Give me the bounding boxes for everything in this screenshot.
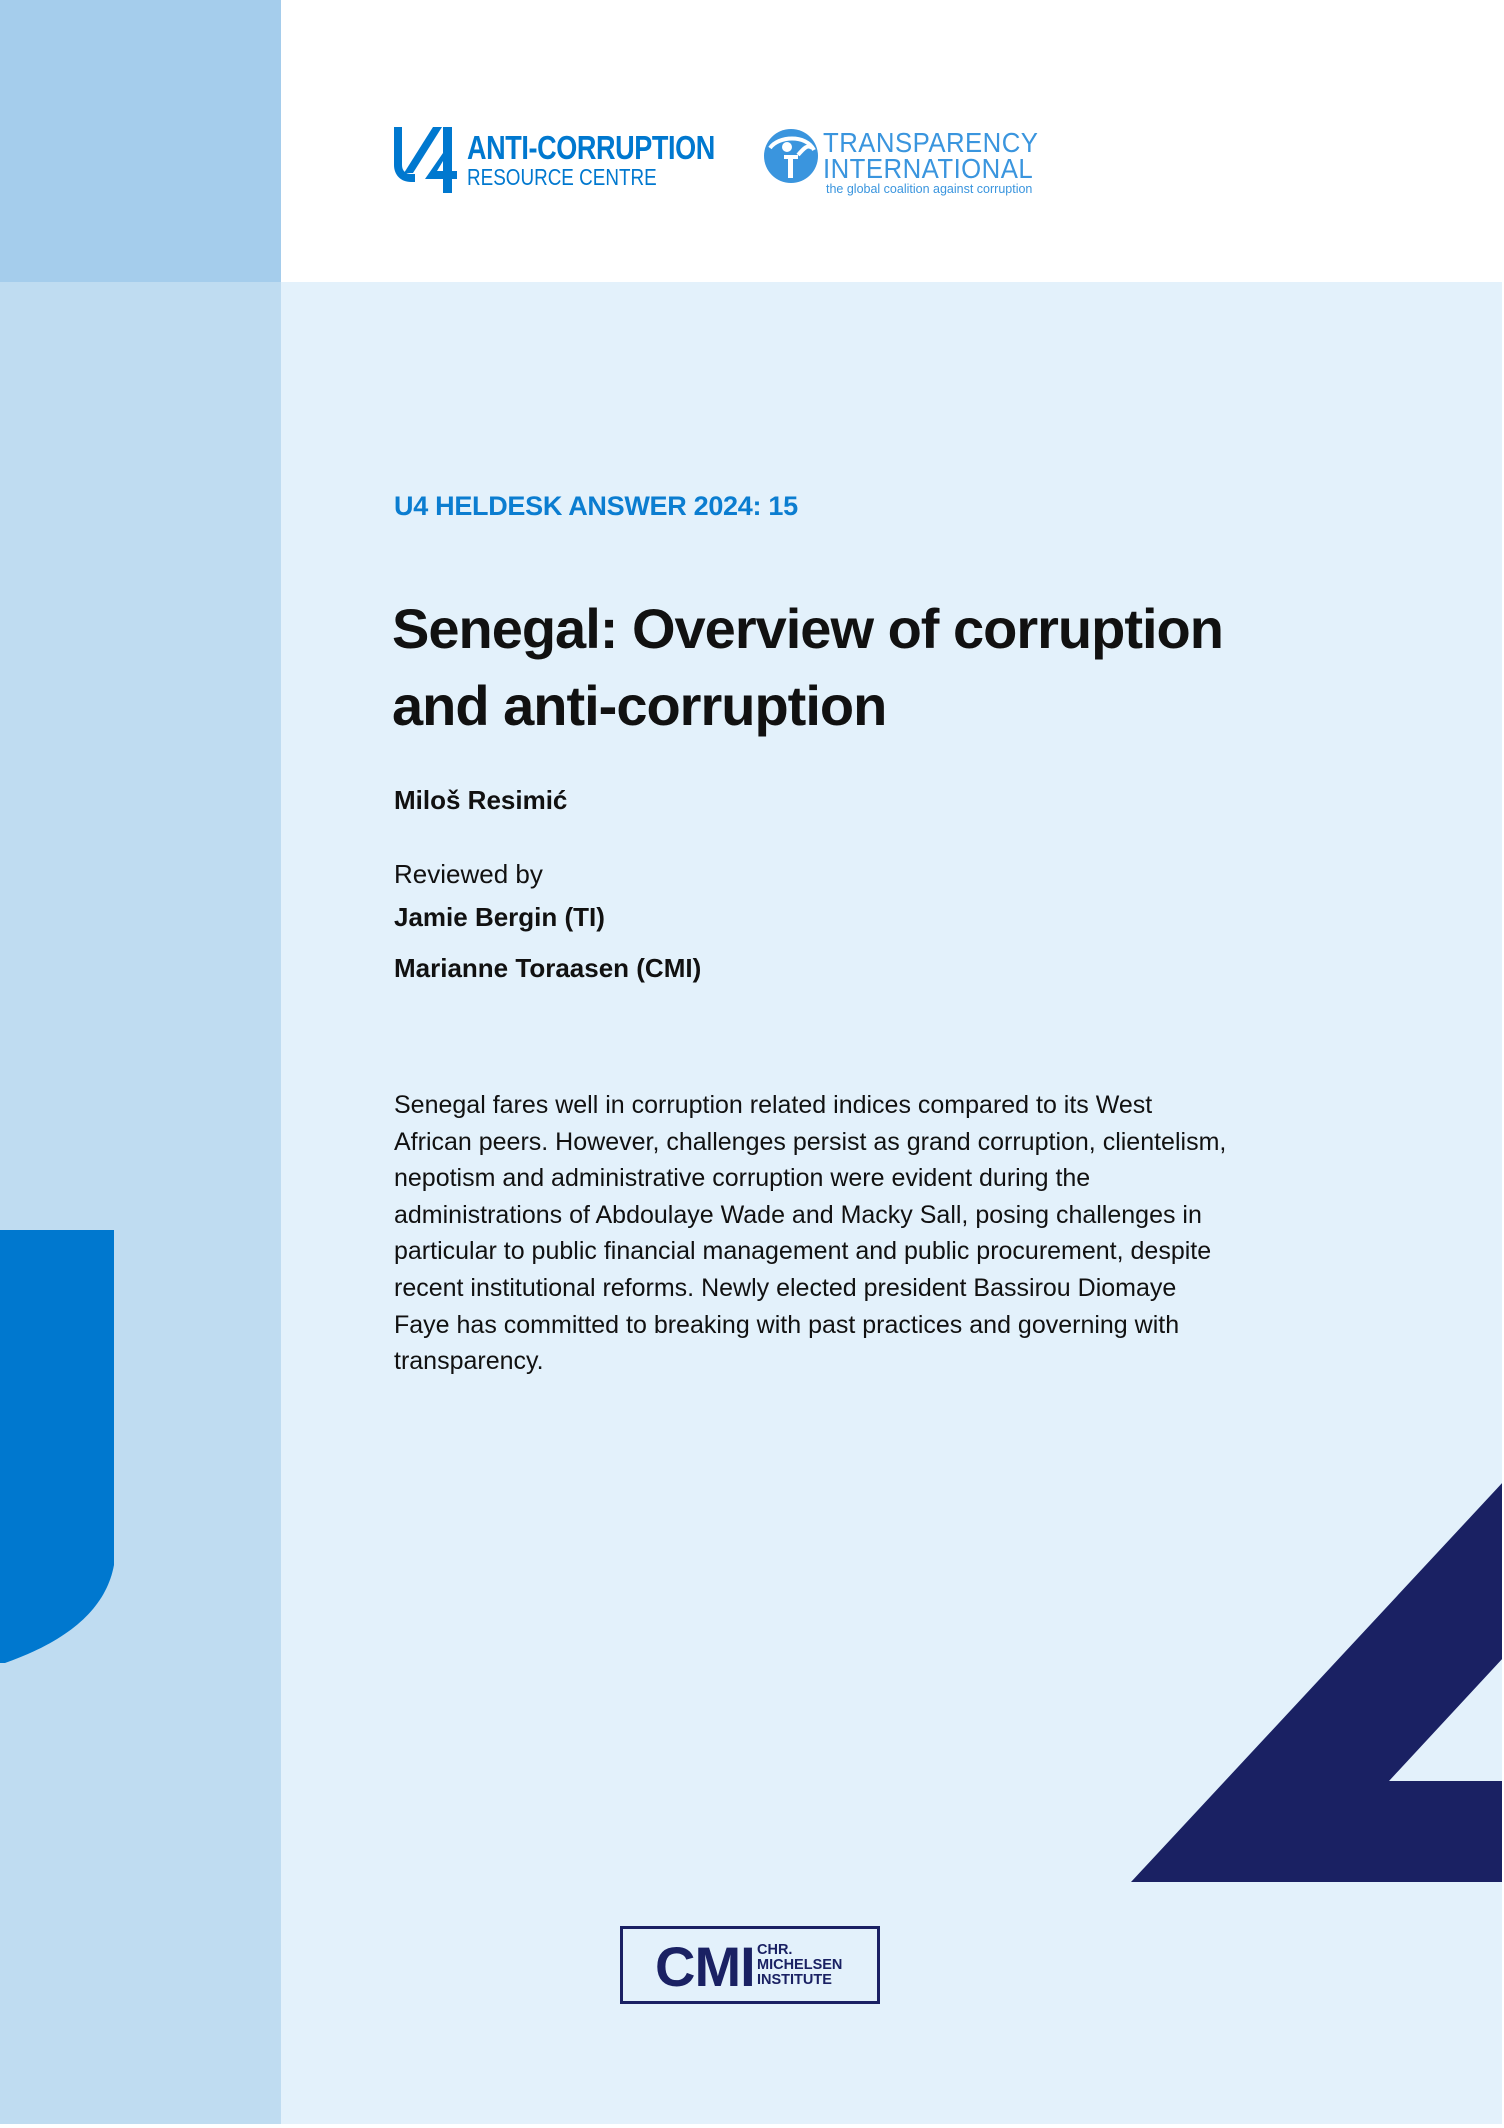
cmi-logo (620, 1926, 880, 2004)
series-label: U4 HELDESK ANSWER 2024: 15 (394, 491, 798, 521)
ti-logo-line1: TRANSPARENCY (823, 127, 1039, 158)
u4-logo-title: ANTI-CORRUPTION (467, 129, 715, 166)
title-line-1: Senegal: Overview of corruption (392, 597, 1223, 660)
decorative-four-shape-icon (1128, 1478, 1502, 1886)
ti-globe-person-icon (762, 126, 820, 184)
sidebar-top-block (0, 0, 281, 282)
ti-logo-tagline: the global coalition against corruption (826, 182, 1033, 196)
reviewer-name: Marianne Toraasen (CMI) (394, 953, 702, 983)
author-name: Miloš Resimić (394, 785, 568, 815)
u4-logo (393, 125, 733, 195)
cmi-logo-name (757, 1943, 842, 1988)
transparency-international-logo (762, 126, 1062, 198)
u4-logo-subtitle: RESOURCE CENTRE (467, 164, 657, 190)
cmi-logo-line1: CHR. (757, 1942, 793, 1958)
cmi-logo-line3: INSTITUTE (757, 1972, 832, 1988)
reviewed-by-label: Reviewed by (394, 859, 543, 889)
decorative-u-shape-icon (0, 1228, 116, 1668)
sidebar-block (0, 282, 281, 2124)
cmi-logo-line2: MICHELSEN (757, 1957, 843, 1973)
cmi-logo-mark: CMI (655, 1935, 755, 1998)
abstract-text: Senegal fares well in corruption related indices compared to its West African peers. However, challenges persist as grand corruption, clientelism, nepotism and administrative corruption were evident during the administrations of Abdoulaye Wade and Macky Sall, posing challenges in particular to public financial management and public procurement, despite recent institutional reforms. Newly elected president Bassirou Diomaye Faye has committed to breaking with past practices and governing with transparency. (394, 1091, 1227, 1376)
ti-logo-line2: INTERNATIONAL (823, 153, 1034, 184)
reviewer-name: Jamie Bergin (TI) (394, 902, 605, 932)
u4-logo-mark-icon (393, 125, 457, 195)
page-title (392, 590, 1392, 744)
title-line-2: and anti-corruption (392, 674, 887, 737)
